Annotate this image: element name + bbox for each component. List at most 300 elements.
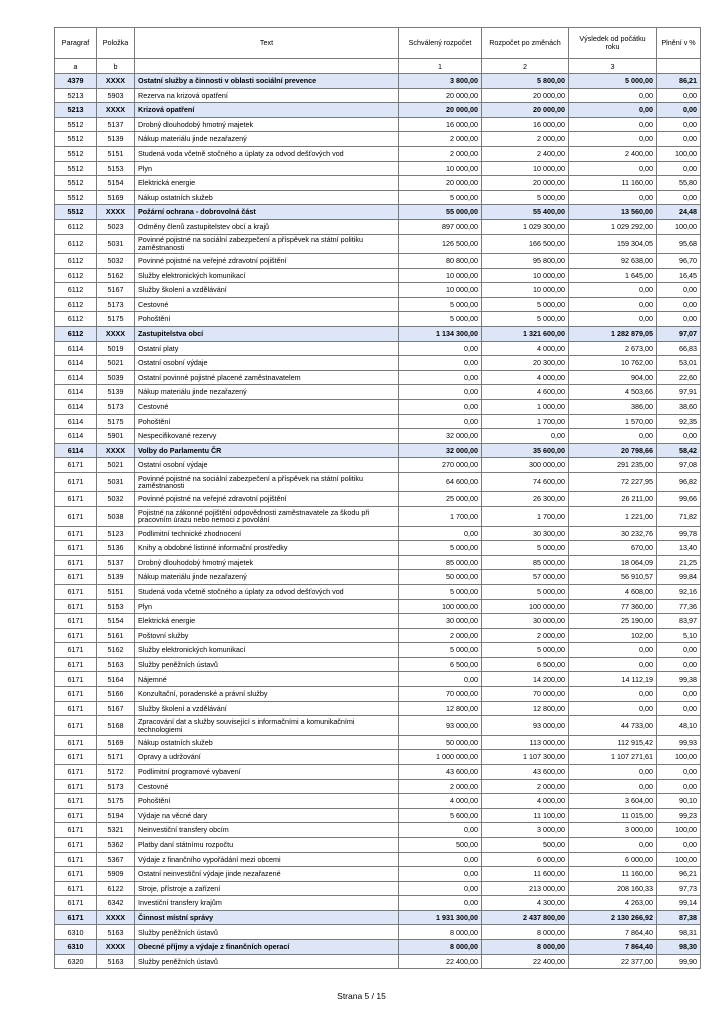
- cell-plneni: 90,10: [657, 794, 701, 809]
- cell-text: Stroje, přístroje a zařízení: [135, 881, 399, 896]
- cell-vysledek: 77 360,00: [569, 599, 657, 614]
- cell-plneni: 77,36: [657, 599, 701, 614]
- cell-plneni: 100,00: [657, 852, 701, 867]
- cell-vysledek: 1 107 271,61: [569, 750, 657, 765]
- cell-vysledek: 72 227,95: [569, 472, 657, 492]
- cell-po-zmenach: 11 600,00: [482, 867, 569, 882]
- cell-po-zmenach: 1 029 300,00: [482, 219, 569, 234]
- table-row: [55, 541, 701, 556]
- cell-polozka: 5039: [97, 370, 135, 385]
- cell-plneni: 97,73: [657, 881, 701, 896]
- cell-vysledek: 0,00: [569, 429, 657, 444]
- cell-po-zmenach: 0,00: [482, 429, 569, 444]
- cell-po-zmenach: 5 000,00: [482, 297, 569, 312]
- cell-po-zmenach: 5 000,00: [482, 643, 569, 658]
- cell-vysledek: 0,00: [569, 779, 657, 794]
- cell-plneni: 97,08: [657, 458, 701, 473]
- cell-plneni: 48,10: [657, 716, 701, 736]
- table-row: [55, 283, 701, 298]
- cell-polozka: 5032: [97, 254, 135, 269]
- table-row-summary: [55, 443, 701, 458]
- cell-vysledek: 386,00: [569, 399, 657, 414]
- cell-text: Povinné pojistné na sociální zabezpečení a příspěvek na státní politiku zaměstnanosti: [135, 234, 399, 254]
- cell-text: Nákup ostatních služeb: [135, 190, 399, 205]
- cell-vysledek: 0,00: [569, 687, 657, 702]
- table-row: [55, 219, 701, 234]
- cell-po-zmenach: 1 000,00: [482, 399, 569, 414]
- cell-text: Elektrická energie: [135, 614, 399, 629]
- cell-schvaleny: 0,00: [399, 526, 482, 541]
- cell-polozka: 5139: [97, 385, 135, 400]
- cell-vysledek: 1 221,00: [569, 507, 657, 527]
- cell-paragraf: 6171: [55, 896, 97, 911]
- cell-schvaleny: 1 931 300,00: [399, 910, 482, 925]
- cell-schvaleny: 70 000,00: [399, 687, 482, 702]
- cell-paragraf: 6171: [55, 570, 97, 585]
- cell-polozka: 5172: [97, 764, 135, 779]
- cell-schvaleny: 5 000,00: [399, 643, 482, 658]
- cell-text: Ostatní platy: [135, 341, 399, 356]
- cell-polozka: 5021: [97, 458, 135, 473]
- cell-vysledek: 11 015,00: [569, 808, 657, 823]
- cell-vysledek: 0,00: [569, 283, 657, 298]
- cell-vysledek: 22 377,00: [569, 954, 657, 969]
- cell-schvaleny: 12 800,00: [399, 701, 482, 716]
- cell-po-zmenach: 2 000,00: [482, 779, 569, 794]
- cell-text: Pojistné na zákonné pojištění odpovědnosti zaměstnavatele za škodu při pracovním úrazu nebo nemoci z povolání: [135, 507, 399, 527]
- cell-plneni: 0,00: [657, 117, 701, 132]
- cell-text: Zpracování dat a služby související s informačními a komunikačními technologiemi: [135, 716, 399, 736]
- table-row: [55, 297, 701, 312]
- cell-po-zmenach: 57 000,00: [482, 570, 569, 585]
- cell-paragraf: 6112: [55, 312, 97, 327]
- cell-schvaleny: 0,00: [399, 414, 482, 429]
- cell-text: Pohoštění: [135, 414, 399, 429]
- cell-vysledek: 0,00: [569, 103, 657, 118]
- cell-text: Podlimitní programové vybavení: [135, 764, 399, 779]
- cell-plneni: 95,68: [657, 234, 701, 254]
- cell-text: Cestovné: [135, 297, 399, 312]
- cell-vysledek: 1 282 879,05: [569, 327, 657, 342]
- cell-po-zmenach: 20 000,00: [482, 88, 569, 103]
- cell-plneni: 0,00: [657, 132, 701, 147]
- cell-paragraf: 6171: [55, 716, 97, 736]
- cell-po-zmenach: 5 000,00: [482, 584, 569, 599]
- cell-text: Podlimitní technické zhodnocení: [135, 526, 399, 541]
- cell-paragraf: 6171: [55, 492, 97, 507]
- cell-po-zmenach: 11 100,00: [482, 808, 569, 823]
- header-row: [55, 28, 701, 59]
- cell-po-zmenach: 2 437 800,00: [482, 910, 569, 925]
- cell-polozka: 5901: [97, 429, 135, 444]
- cell-vysledek: 44 733,00: [569, 716, 657, 736]
- cell-text: Ostatní služby a činnosti v oblasti sociální prevence: [135, 74, 399, 89]
- cell-polozka: 5151: [97, 584, 135, 599]
- cell-polozka: XXXX: [97, 327, 135, 342]
- cell-text: Ostatní osobní výdaje: [135, 458, 399, 473]
- cell-paragraf: 6114: [55, 414, 97, 429]
- cell-schvaleny: 5 000,00: [399, 584, 482, 599]
- cell-schvaleny: 10 000,00: [399, 268, 482, 283]
- cell-po-zmenach: 55 400,00: [482, 205, 569, 220]
- cell-po-zmenach: 16 000,00: [482, 117, 569, 132]
- cell-polozka: 5903: [97, 88, 135, 103]
- cell-polozka: 5032: [97, 492, 135, 507]
- table-row-summary: [55, 910, 701, 925]
- cell-paragraf: 5213: [55, 103, 97, 118]
- cell-plneni: 22,60: [657, 370, 701, 385]
- cell-po-zmenach: 5 000,00: [482, 312, 569, 327]
- cell-paragraf: 6171: [55, 555, 97, 570]
- cell-plneni: 66,83: [657, 341, 701, 356]
- table-row-summary: [55, 940, 701, 955]
- cell-schvaleny: 1 000 000,00: [399, 750, 482, 765]
- cell-po-zmenach: 100 000,00: [482, 599, 569, 614]
- table-row: [55, 429, 701, 444]
- table-row: [55, 370, 701, 385]
- cell-plneni: 0,00: [657, 764, 701, 779]
- cell-schvaleny: 0,00: [399, 823, 482, 838]
- cell-polozka: XXXX: [97, 940, 135, 955]
- cell-polozka: 5194: [97, 808, 135, 823]
- cell-polozka: 5139: [97, 570, 135, 585]
- cell-paragraf: 6171: [55, 735, 97, 750]
- cell-plneni: 0,00: [657, 297, 701, 312]
- cell-vysledek: 3 000,00: [569, 823, 657, 838]
- table-row: [55, 823, 701, 838]
- cell-schvaleny: 270 000,00: [399, 458, 482, 473]
- cell-plneni: 0,00: [657, 103, 701, 118]
- cell-paragraf: 6171: [55, 837, 97, 852]
- cell-polozka: 5164: [97, 672, 135, 687]
- cell-text: Cestovné: [135, 399, 399, 414]
- cell-po-zmenach: 5 800,00: [482, 74, 569, 89]
- cell-text: Cestovné: [135, 779, 399, 794]
- letter-3: 3: [569, 59, 657, 74]
- cell-vysledek: 56 910,57: [569, 570, 657, 585]
- cell-po-zmenach: 4 000,00: [482, 794, 569, 809]
- cell-polozka: 5362: [97, 837, 135, 852]
- table-row-summary: [55, 327, 701, 342]
- table-row-summary: [55, 74, 701, 89]
- cell-po-zmenach: 300 000,00: [482, 458, 569, 473]
- table-row: [55, 716, 701, 736]
- cell-plneni: 87,38: [657, 910, 701, 925]
- cell-plneni: 0,00: [657, 687, 701, 702]
- cell-paragraf: 6114: [55, 385, 97, 400]
- cell-schvaleny: 43 600,00: [399, 764, 482, 779]
- table-row: [55, 643, 701, 658]
- letter-empty: [657, 59, 701, 74]
- cell-vysledek: 670,00: [569, 541, 657, 556]
- cell-schvaleny: 5 000,00: [399, 190, 482, 205]
- letter-2: 2: [482, 59, 569, 74]
- cell-vysledek: 0,00: [569, 132, 657, 147]
- cell-schvaleny: 0,00: [399, 867, 482, 882]
- cell-plneni: 71,82: [657, 507, 701, 527]
- cell-paragraf: 6112: [55, 268, 97, 283]
- table-body: [55, 74, 701, 969]
- cell-polozka: 5163: [97, 954, 135, 969]
- cell-po-zmenach: 14 200,00: [482, 672, 569, 687]
- table-row: [55, 881, 701, 896]
- cell-paragraf: 5512: [55, 146, 97, 161]
- cell-text: Ostatní povinné pojistné placené zaměstnavatelem: [135, 370, 399, 385]
- cell-text: Povinné pojistné na sociální zabezpečení a příspěvek na státní politiku zaměstnanosti: [135, 472, 399, 492]
- cell-vysledek: 2 400,00: [569, 146, 657, 161]
- cell-text: Drobný dlouhodobý hmotný majetek: [135, 117, 399, 132]
- cell-po-zmenach: 1 700,00: [482, 414, 569, 429]
- table-row: [55, 701, 701, 716]
- cell-paragraf: 5512: [55, 161, 97, 176]
- table-row: [55, 687, 701, 702]
- table-row: [55, 234, 701, 254]
- cell-plneni: 16,45: [657, 268, 701, 283]
- cell-plneni: 0,00: [657, 701, 701, 716]
- cell-paragraf: 6171: [55, 672, 97, 687]
- cell-vysledek: 10 762,00: [569, 356, 657, 371]
- table-row: [55, 132, 701, 147]
- header-schvaleny: Schválený rozpočet: [399, 28, 482, 59]
- table-row: [55, 161, 701, 176]
- cell-plneni: 92,16: [657, 584, 701, 599]
- cell-vysledek: 208 160,33: [569, 881, 657, 896]
- cell-paragraf: 6171: [55, 599, 97, 614]
- cell-po-zmenach: 10 000,00: [482, 268, 569, 283]
- cell-plneni: 98,30: [657, 940, 701, 955]
- cell-vysledek: 1 029 292,00: [569, 219, 657, 234]
- cell-po-zmenach: 4 000,00: [482, 341, 569, 356]
- cell-vysledek: 4 608,00: [569, 584, 657, 599]
- cell-polozka: 5171: [97, 750, 135, 765]
- cell-paragraf: 6112: [55, 219, 97, 234]
- cell-schvaleny: 8 000,00: [399, 925, 482, 940]
- budget-table: [54, 27, 701, 969]
- cell-text: Činnost místní správy: [135, 910, 399, 925]
- cell-po-zmenach: 12 800,00: [482, 701, 569, 716]
- cell-polozka: 5175: [97, 312, 135, 327]
- cell-polozka: 5137: [97, 555, 135, 570]
- cell-paragraf: 6114: [55, 443, 97, 458]
- cell-vysledek: 1 570,00: [569, 414, 657, 429]
- cell-text: Obecné příjmy a výdaje z finančních operací: [135, 940, 399, 955]
- table-row: [55, 925, 701, 940]
- cell-plneni: 0,00: [657, 312, 701, 327]
- cell-vysledek: 291 235,00: [569, 458, 657, 473]
- table-row: [55, 628, 701, 643]
- cell-po-zmenach: 22 400,00: [482, 954, 569, 969]
- cell-po-zmenach: 4 000,00: [482, 370, 569, 385]
- cell-plneni: 99,90: [657, 954, 701, 969]
- cell-polozka: 5137: [97, 117, 135, 132]
- cell-schvaleny: 25 000,00: [399, 492, 482, 507]
- cell-text: Krizová opatření: [135, 103, 399, 118]
- cell-polozka: 5154: [97, 614, 135, 629]
- cell-vysledek: 112 915,42: [569, 735, 657, 750]
- cell-po-zmenach: 26 300,00: [482, 492, 569, 507]
- cell-schvaleny: 4 000,00: [399, 794, 482, 809]
- cell-polozka: 6122: [97, 881, 135, 896]
- table-row: [55, 570, 701, 585]
- cell-schvaleny: 0,00: [399, 896, 482, 911]
- cell-vysledek: 5 000,00: [569, 74, 657, 89]
- cell-paragraf: 6171: [55, 541, 97, 556]
- cell-polozka: 5162: [97, 268, 135, 283]
- cell-vysledek: 0,00: [569, 161, 657, 176]
- cell-schvaleny: 0,00: [399, 881, 482, 896]
- cell-paragraf: 6114: [55, 356, 97, 371]
- cell-text: Služby peněžních ústavů: [135, 954, 399, 969]
- table-row: [55, 176, 701, 191]
- cell-vysledek: 26 211,00: [569, 492, 657, 507]
- cell-text: Ostatní osobní výdaje: [135, 356, 399, 371]
- cell-plneni: 99,23: [657, 808, 701, 823]
- cell-schvaleny: 5 000,00: [399, 541, 482, 556]
- table-row: [55, 254, 701, 269]
- cell-vysledek: 0,00: [569, 657, 657, 672]
- cell-polozka: 5161: [97, 628, 135, 643]
- cell-text: Rezerva na krizová opatření: [135, 88, 399, 103]
- cell-schvaleny: 5 000,00: [399, 312, 482, 327]
- table-row: [55, 852, 701, 867]
- cell-paragraf: 6171: [55, 867, 97, 882]
- cell-vysledek: 0,00: [569, 764, 657, 779]
- table-row: [55, 356, 701, 371]
- cell-schvaleny: 2 000,00: [399, 146, 482, 161]
- cell-text: Nájemné: [135, 672, 399, 687]
- cell-po-zmenach: 93 000,00: [482, 716, 569, 736]
- cell-plneni: 0,00: [657, 837, 701, 852]
- cell-schvaleny: 0,00: [399, 852, 482, 867]
- cell-po-zmenach: 35 600,00: [482, 443, 569, 458]
- cell-polozka: 5031: [97, 234, 135, 254]
- cell-paragraf: 6171: [55, 779, 97, 794]
- cell-paragraf: 5512: [55, 117, 97, 132]
- cell-po-zmenach: 20 300,00: [482, 356, 569, 371]
- cell-polozka: XXXX: [97, 205, 135, 220]
- cell-polozka: 5367: [97, 852, 135, 867]
- cell-polozka: 5321: [97, 823, 135, 838]
- cell-schvaleny: 6 500,00: [399, 657, 482, 672]
- cell-plneni: 99,38: [657, 672, 701, 687]
- cell-schvaleny: 85 000,00: [399, 555, 482, 570]
- cell-schvaleny: 1 134 300,00: [399, 327, 482, 342]
- cell-text: Nákup materiálu jinde nezařazený: [135, 570, 399, 585]
- cell-vysledek: 7 864,40: [569, 940, 657, 955]
- cell-polozka: 5154: [97, 176, 135, 191]
- cell-schvaleny: 50 000,00: [399, 570, 482, 585]
- cell-vysledek: 3 604,00: [569, 794, 657, 809]
- cell-text: Povinné pojistné na veřejné zdravotní pojištění: [135, 254, 399, 269]
- header-text: Text: [135, 28, 399, 59]
- cell-text: Výdaje z finančního vypořádání mezi obcemi: [135, 852, 399, 867]
- cell-schvaleny: 50 000,00: [399, 735, 482, 750]
- cell-plneni: 96,21: [657, 867, 701, 882]
- cell-text: Volby do Parlamentu ČR: [135, 443, 399, 458]
- cell-polozka: 5136: [97, 541, 135, 556]
- table-row: [55, 507, 701, 527]
- cell-po-zmenach: 1 107 300,00: [482, 750, 569, 765]
- cell-schvaleny: 2 000,00: [399, 132, 482, 147]
- cell-paragraf: 6171: [55, 881, 97, 896]
- cell-po-zmenach: 213 000,00: [482, 881, 569, 896]
- cell-polozka: XXXX: [97, 74, 135, 89]
- cell-schvaleny: 2 000,00: [399, 628, 482, 643]
- cell-polozka: 5163: [97, 657, 135, 672]
- cell-text: Služby elektronických komunikací: [135, 643, 399, 658]
- cell-paragraf: 6114: [55, 370, 97, 385]
- cell-paragraf: 6112: [55, 327, 97, 342]
- cell-schvaleny: 22 400,00: [399, 954, 482, 969]
- cell-paragraf: 6171: [55, 794, 97, 809]
- table-row: [55, 190, 701, 205]
- cell-po-zmenach: 30 000,00: [482, 614, 569, 629]
- page-footer: Strana 5 / 15: [337, 991, 386, 1001]
- cell-polozka: 5151: [97, 146, 135, 161]
- cell-po-zmenach: 43 600,00: [482, 764, 569, 779]
- table-row: [55, 312, 701, 327]
- cell-po-zmenach: 4 600,00: [482, 385, 569, 400]
- cell-schvaleny: 80 800,00: [399, 254, 482, 269]
- cell-text: Požární ochrana - dobrovolná část: [135, 205, 399, 220]
- cell-plneni: 38,60: [657, 399, 701, 414]
- cell-paragraf: 6171: [55, 852, 97, 867]
- letter-a: a: [55, 59, 97, 74]
- cell-polozka: 5169: [97, 190, 135, 205]
- cell-vysledek: 0,00: [569, 643, 657, 658]
- cell-plneni: 0,00: [657, 283, 701, 298]
- cell-text: Nespecifikované rezervy: [135, 429, 399, 444]
- cell-plneni: 98,31: [657, 925, 701, 940]
- cell-plneni: 0,00: [657, 161, 701, 176]
- cell-plneni: 0,00: [657, 657, 701, 672]
- cell-text: Služby elektronických komunikací: [135, 268, 399, 283]
- cell-po-zmenach: 30 300,00: [482, 526, 569, 541]
- table-row: [55, 779, 701, 794]
- cell-paragraf: 6171: [55, 458, 97, 473]
- cell-paragraf: 6112: [55, 283, 97, 298]
- cell-paragraf: 5213: [55, 88, 97, 103]
- cell-plneni: 97,91: [657, 385, 701, 400]
- cell-vysledek: 1 645,00: [569, 268, 657, 283]
- cell-plneni: 83,97: [657, 614, 701, 629]
- cell-polozka: 5173: [97, 399, 135, 414]
- cell-po-zmenach: 10 000,00: [482, 283, 569, 298]
- cell-po-zmenach: 1 321 600,00: [482, 327, 569, 342]
- cell-paragraf: 6114: [55, 399, 97, 414]
- cell-schvaleny: 0,00: [399, 385, 482, 400]
- cell-vysledek: 0,00: [569, 190, 657, 205]
- cell-schvaleny: 0,00: [399, 356, 482, 371]
- cell-text: Nákup materiálu jinde nezařazený: [135, 385, 399, 400]
- cell-vysledek: 0,00: [569, 312, 657, 327]
- cell-plneni: 5,10: [657, 628, 701, 643]
- letter-b: b: [97, 59, 135, 74]
- cell-text: Výdaje na věcné dary: [135, 808, 399, 823]
- cell-vysledek: 6 000,00: [569, 852, 657, 867]
- cell-paragraf: 5512: [55, 205, 97, 220]
- header-po-zmenach: Rozpočet po změnách: [482, 28, 569, 59]
- table-row: [55, 399, 701, 414]
- table-row: [55, 794, 701, 809]
- cell-plneni: 100,00: [657, 750, 701, 765]
- cell-polozka: 5031: [97, 472, 135, 492]
- cell-paragraf: 6171: [55, 910, 97, 925]
- cell-schvaleny: 10 000,00: [399, 161, 482, 176]
- table-row: [55, 837, 701, 852]
- cell-polozka: 5162: [97, 643, 135, 658]
- table-row: [55, 896, 701, 911]
